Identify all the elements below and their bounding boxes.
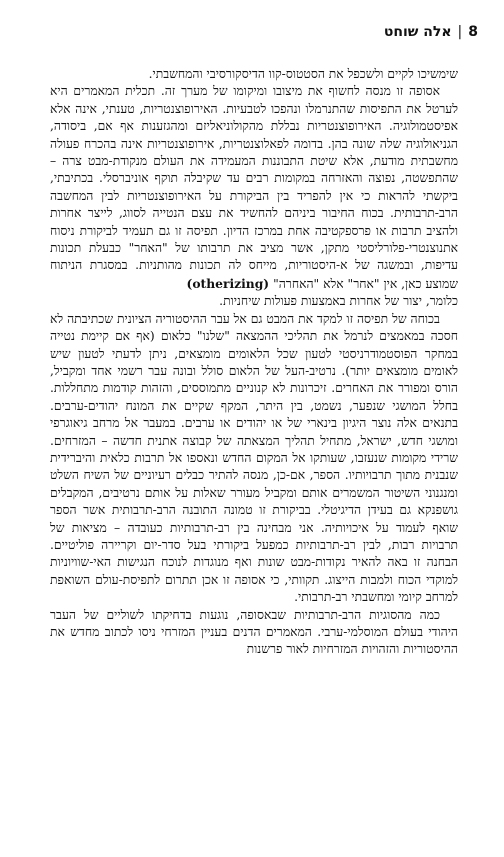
paragraph [50, 83, 458, 293]
author-name: אלה שוחט [383, 24, 452, 40]
english-term: (otherizing) [186, 275, 270, 291]
paragraph: כלומר, יצור של אחרות באמצעות פעולות שיחניות. [219, 294, 458, 309]
running-head [26, 24, 478, 40]
paragraph: כמה מהסוגיות הרב-תרבותיות שבאסופה, נוגעות בדחיקתו לשוליים של העבר היהודי בעולם המוסלמי-ערבי. המאמרים הדנים בעניין המזרחי ניסו לכתוב מחדש את ההיסטוריות והזהויות המזרחיות לאור פרשנות [50, 607, 458, 657]
page-number: 8 [468, 24, 478, 40]
paragraph-text: אסופה זו מנסה לחשוף את מיצובו ומיקומו של מערך זה. תכלית המאמרים היא לערטל את התפיסות שהתנרמלו ונהפכו לטבעיות. האירופוצנטריות, טענתי, אינה אלא אפיסטמולוגיה. האירופוצנטריות נבללת מהקולוניאליזם ומהגזענות אף אם, ביסודה, הגניאולוגיה שלה שונה בהן. בדומה לפאלוצנטריות, אירופוצנטריות אינה בהכרח פעולה מחשבתית מודעת, אלא שיטת התבוננות המעמידה את העולם מנקודת-מבט צרה – שהתפשטה, נפוצה והאזרחה במקומות רבים עד שקיבלה תוקף אוניברסלי. בכתיבתי, ביקשתי להראות כי אין להפריד בין הביקורת על האירופוצנטריות לבין המחשבה הרב-תרבותית. בכוח החיבור ביניהם להחשיד את עצם הנטייה לסווג, לייצר אחרות ולהציב תרבות או פרספקטיבה אחת במרכז הדיון. תפיסה זו גם תעמיד לביקורת ניסוח אתנוצנטרי-פלורליסטי מתקן, אשר מציב את תרבותו של "האחר" כבעלת תכונות עדיפות, ובמשגה של א-היסטוריות, מייחס לה תכונות מהותניות. במסגרת הניתוח שמוצע כאן, אין "אחר" אלא "האחרה" [50, 84, 458, 291]
paragraph: בכוחה של תפיסה זו למקד את המבט גם אל עבר ההיסטוריה הציונית שכתיבתה לא חסכה במאמצים לנרמל את תהליכי ההמצאה "שלנו" כלאום (אף אם קיימת נטייה במחקר הפוסטמודרניסטי לטעון שכל הלאומים מומצאים, ניתן לדעתי לטעון שיש לאומים מומצאים יותר). נרטיב-העל של הלאום סולל ובונה עבר רשמי אחד ומקביל, הורס ומפורר את האחרים. זיכרונות לא קנוניים מתמוססים, והזהות קודמות מתחללות. בחלל המושגי שנפער, נשמט, בין היתר, המקף שקיים את המונח יהודים-ערבים. בתנאים אלה נוצר היגיון בינארי של או יהודים או ערבים. במעבר אל מרחב גיאוגרפי ומושגי חדש, ישראל, מתחיל תהליך המצאתה של קבוצה אתנית חדשה – המזרחים. שרידי מקומות שנעזבו, שעותקו אל המקום החדש ונאספו אל תרבות כלאית והיברידית שנבנית מתוך תרבויותיו. הספר, אם-כן, מנסה להתיר כבלים רעיוניים של השיח השלט ומנגנוני השיטור המשמרים אותם ומקביל מעורר שאלות על אותם נרטיבים, המקבלים גושפנקא גם בעידן הדיגיטלי. בביקורת זו טמונה התובנה הרב-תרבותית אשר הספר שואף לעמוד על איכויותיה. אני מבחינה בין רב-תרבותיות כעובדה – מציאות של תרבויות רבות, לבין רב-תרבותיות כמפעל ביקורתי בעל סדר-יום וקריירה פוליטיים. הבחנה זו באה להאיר נקודות-מבט שונות ואף מנוגדות לנוכח הנגישות האי-שוויוניות למוקדי הכוח ולמבות הייצוג. תקוותי, כי אסופה זו אכן תתרום לתפיסת-עולם השואפת למרחב קיומי ומחשבתי רב-תרבותי. [50, 311, 458, 605]
header-separator: | [457, 24, 463, 40]
body-text [50, 66, 458, 659]
paragraph: שימשיכו לקיים ולשכפל את הסטטוס-קוו הדיסקורסיבי והמחשבתי. [148, 67, 458, 81]
